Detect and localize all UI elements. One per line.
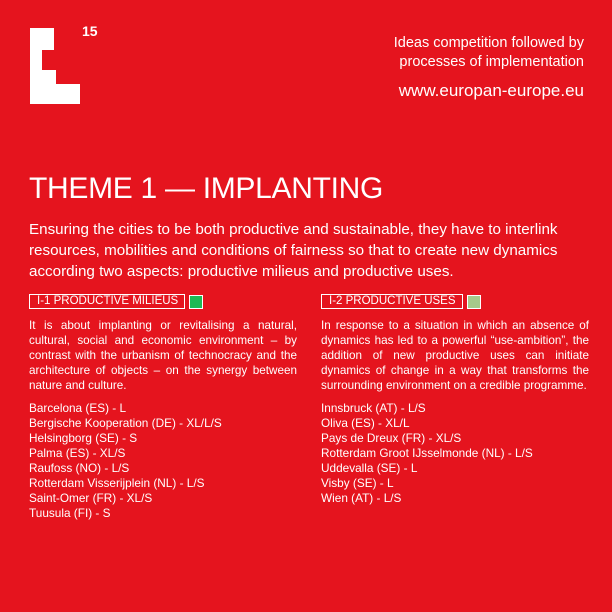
list-item: Oliva (ES) - XL/L [321, 416, 410, 430]
page-title: THEME 1 — IMPLANTING [29, 172, 384, 205]
list-item: Saint-Omer (FR) - XL/S [29, 491, 153, 505]
section-heading-label: I-2 PRODUCTIVE USES [321, 294, 463, 309]
tagline-line-1: Ideas competition followed by [393, 35, 584, 51]
list-item: Visby (SE) - L [321, 476, 394, 490]
site-list [29, 401, 297, 521]
section-description: It is about implanting or revitalising a natural, cultural, social and economic environment – by contrast with the urbanism of technocracy and the architecture of objects – on the synergy between nature and culture. [29, 319, 297, 392]
section-description: In response to a situation in which an absence of dynamics has led to a powerful “use-ambition”, the addition of new productive uses can initiate dynamics of change in a way that transforms the surrounding environment on a credible programme. [321, 319, 589, 392]
list-item: Raufoss (NO) - L/S [29, 461, 130, 475]
list-item: Uddevalla (SE) - L [321, 461, 418, 475]
list-item: Rotterdam Visserijplein (NL) - L/S [29, 476, 205, 490]
europan-e-logo-icon [30, 28, 80, 104]
section-heading [321, 294, 589, 309]
green-square-icon [189, 295, 203, 309]
list-item: Helsingborg (SE) - S [29, 431, 138, 445]
section-productive-milieus [29, 294, 297, 521]
site-list [321, 401, 589, 506]
list-item: Innsbruck (AT) - L/S [321, 401, 426, 415]
section-productive-uses [321, 294, 589, 506]
intro-paragraph: Ensuring the cities to be both productive and sustainable, they have to interlink resources, mobilities and conditions of fairness so that to create new dynamics according two aspects: productive milieus and productive uses. [29, 221, 558, 280]
list-item: Pays de Dreux (FR) - XL/S [321, 431, 462, 445]
section-heading [29, 294, 297, 309]
light-green-square-icon [467, 295, 481, 309]
list-item: Wien (AT) - L/S [321, 491, 402, 505]
list-item: Tuusula (FI) - S [29, 506, 111, 520]
list-item: Barcelona (ES) - L [29, 401, 127, 415]
edition-number: 15 [82, 23, 98, 39]
section-heading-label: I-1 PRODUCTIVE MILIEUS [29, 294, 185, 309]
tagline [394, 34, 584, 72]
list-item: Bergische Kooperation (DE) - XL/L/S [29, 416, 222, 430]
list-item: Palma (ES) - XL/S [29, 446, 126, 460]
website-url: www.europan-europe.eu [398, 81, 584, 100]
list-item: Rotterdam Groot IJsselmonde (NL) - L/S [321, 446, 533, 460]
tagline-line-2: processes of implementation [399, 54, 584, 70]
